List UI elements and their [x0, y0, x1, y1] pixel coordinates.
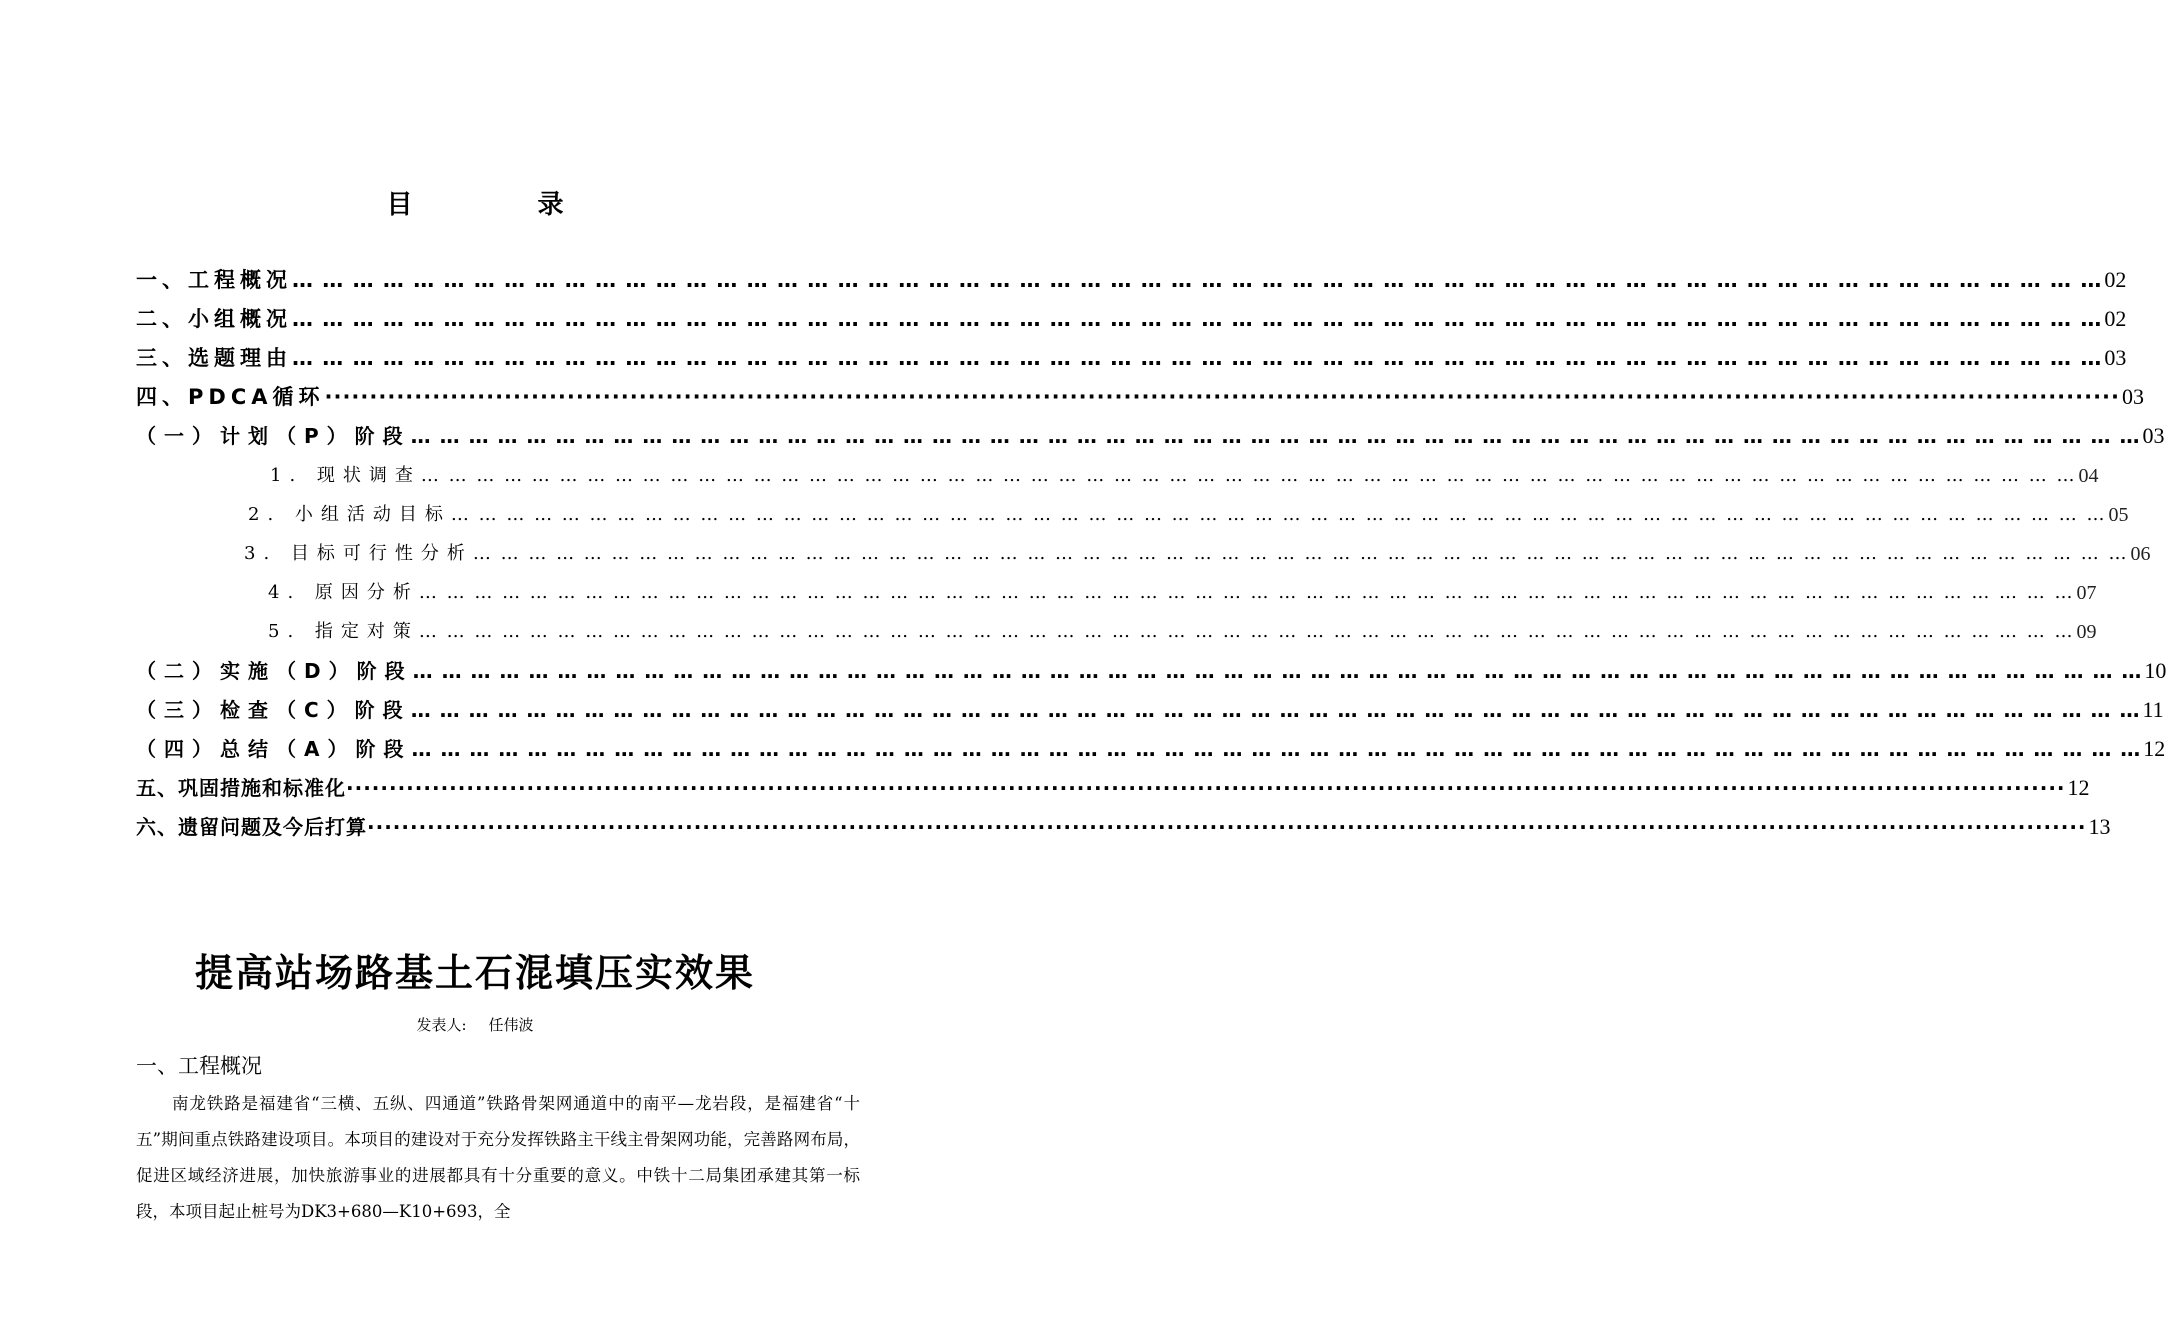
toc-entry-page-number: 05 [2108, 504, 2129, 526]
toc-leader-dots: … … … … … … … … … … … … … … … … … … … … … … … … … … … … … … … … … … … … … … … … … … … … … … … … … … … … … … … … … … … … [411, 737, 2142, 761]
toc-entry-page-number: 02 [2104, 306, 2127, 331]
toc-leader-dots: … … … … … … … … … … … … … … … … … … … … … … … … … … … … … … … … … … … … … … … … … … … … … … … … … … … … … … … … … … … … [450, 504, 2107, 525]
toc-leader-dots: … … … … … … … … … … … … … … … … … … … … … … … … … … … … … … … … … … … … … … … … … … … … … … … … … … … … … … … … … … … … [410, 698, 2141, 722]
toc-entry-label: （一）计划（P）阶段 [136, 424, 411, 448]
toc-entry-label: 一、工程概况 [136, 268, 292, 292]
toc-entry [248, 501, 2129, 529]
toc-leader-dots: ········································································································································································································ [346, 776, 2066, 800]
toc-entry [136, 657, 2166, 685]
toc-entry-label: （四）总结（A）阶段 [136, 737, 412, 761]
toc-entry-label: 五、巩固措施和标准化 [136, 776, 346, 800]
toc-leader-dots: … … … … … … … … … … … … … … … … … … … … … … … … … … … … … … … … … … … … … … … … … … … … … … … … … … … … … … … … … … … … [420, 465, 2077, 486]
toc-leader-dots: … … … … … … … … … … … … … … … … … … … … … … … … … … … … … … … … … … … … … … … … … … … … … … … … … … … … … … … … … … … … [410, 424, 2141, 448]
toc-entry-page-number: 03 [2104, 345, 2127, 370]
toc-entry [270, 462, 2099, 490]
toc-entry-page-number: 02 [2104, 267, 2127, 292]
toc-leader-dots: ········································································································································································································ [367, 815, 2087, 839]
toc-entry-label: 四、PDCA循环 [136, 385, 325, 409]
author-name: 任伟波 [488, 1016, 534, 1034]
author-line [0, 1014, 950, 1035]
toc-leader-dots: … … … … … … … … … … … … … … … … … … … … … … … … … … … … … … … … … … … … … … … … … … … … … … … … … … … … … … … … … … … … [292, 307, 2103, 331]
toc-title: 目 录 [386, 190, 622, 220]
toc-entry-label: （三）检查（C）阶段 [136, 698, 411, 722]
toc-entry-label: 二、小组概况 [136, 307, 292, 331]
toc-entry-page-number: 13 [2088, 814, 2111, 839]
toc-entry [136, 344, 2127, 372]
toc-entry-label: （二）实施（D）阶段 [136, 659, 413, 683]
toc-entry-page-number: 04 [2078, 465, 2099, 487]
toc-entry-page-number: 06 [2130, 543, 2151, 565]
toc-entry-page-number: 12 [2067, 775, 2090, 800]
toc-entry [136, 774, 2090, 802]
toc-entry-page-number: 03 [2122, 384, 2145, 409]
toc-entry-page-number: 10 [2144, 658, 2166, 683]
toc-entry-label: 1. 现状调查 [270, 465, 421, 486]
toc-leader-dots: … … … … … … … … … … … … … … … … … … … … … … … … … … … … … … … … … … … … … … … … … … … … … … … … … … … … … … … … … … … … [292, 346, 2103, 370]
toc-entry-label: 三、选题理由 [136, 346, 292, 370]
toc-entry [244, 540, 2151, 568]
toc-entry [136, 813, 2111, 841]
toc-leader-dots: … … … … … … … … … … … … … … … … … … … … … … … … … … … … … … … … … … … … … … … … … … … … … … … … … … … … … … … … … … … … [472, 543, 2129, 564]
toc-entry [136, 383, 2145, 411]
toc-entry-page-number: 11 [2142, 697, 2164, 722]
toc-entry-label: 5. 指定对策 [268, 621, 419, 642]
toc-leader-dots: ········································································································································································································ [324, 385, 2121, 409]
toc-leader-dots: … … … … … … … … … … … … … … … … … … … … … … … … … … … … … … … … … … … … … … … … … … … … … … … … … … … … … … … … … … … … [418, 582, 2075, 603]
toc-entry-label: 3. 目标可行性分析 [244, 543, 473, 564]
toc-entry-label: 2. 小组活动目标 [248, 504, 451, 525]
toc-leader-dots: … … … … … … … … … … … … … … … … … … … … … … … … … … … … … … … … … … … … … … … … … … … … … … … … … … … … … … … … … … … … [418, 621, 2075, 642]
toc-entry [268, 579, 2097, 607]
toc-entry-page-number: 03 [2142, 423, 2165, 448]
body-paragraph: 南龙铁路是福建省“三横、五纵、四通道”铁路骨架网通道中的南平—龙岩段，是福建省“十五”期间重点铁路建设项目。本项目的建设对于充分发挥铁路主干线主骨架网功能，完善路网布局，促进区域经济进展，加快旅游事业的进展都具有十分重要的意义。中铁十二局集团承建其第一标段，本项目起止桩号为DK3+680—K10+693，全 [136, 1094, 860, 1221]
toc-entry [136, 696, 2164, 724]
toc-entry [136, 266, 2127, 294]
author-label: 发表人: [416, 1016, 467, 1034]
toc-entry [136, 422, 2165, 450]
toc-entry-page-number: 07 [2076, 582, 2097, 604]
toc-entry [136, 305, 2127, 333]
toc-entry [136, 735, 2166, 763]
toc-entry [268, 618, 2097, 646]
toc-leader-dots: … … … … … … … … … … … … … … … … … … … … … … … … … … … … … … … … … … … … … … … … … … … … … … … … … … … … … … … … … … … … [292, 268, 2103, 292]
toc-entry-label: 4. 原因分析 [268, 582, 419, 603]
toc-entry-page-number: 09 [2076, 621, 2097, 643]
toc-entry-label: 六、遗留问题及今后打算 [136, 815, 367, 839]
section-heading: 一、工程概况 [136, 1054, 262, 1078]
document-title: 提高站场路基土石混填压实效果 [194, 951, 755, 995]
toc-leader-dots: … … … … … … … … … … … … … … … … … … … … … … … … … … … … … … … … … … … … … … … … … … … … … … … … … … … … … … … … … … … … [412, 659, 2143, 683]
toc-entry-page-number: 12 [2143, 736, 2166, 761]
